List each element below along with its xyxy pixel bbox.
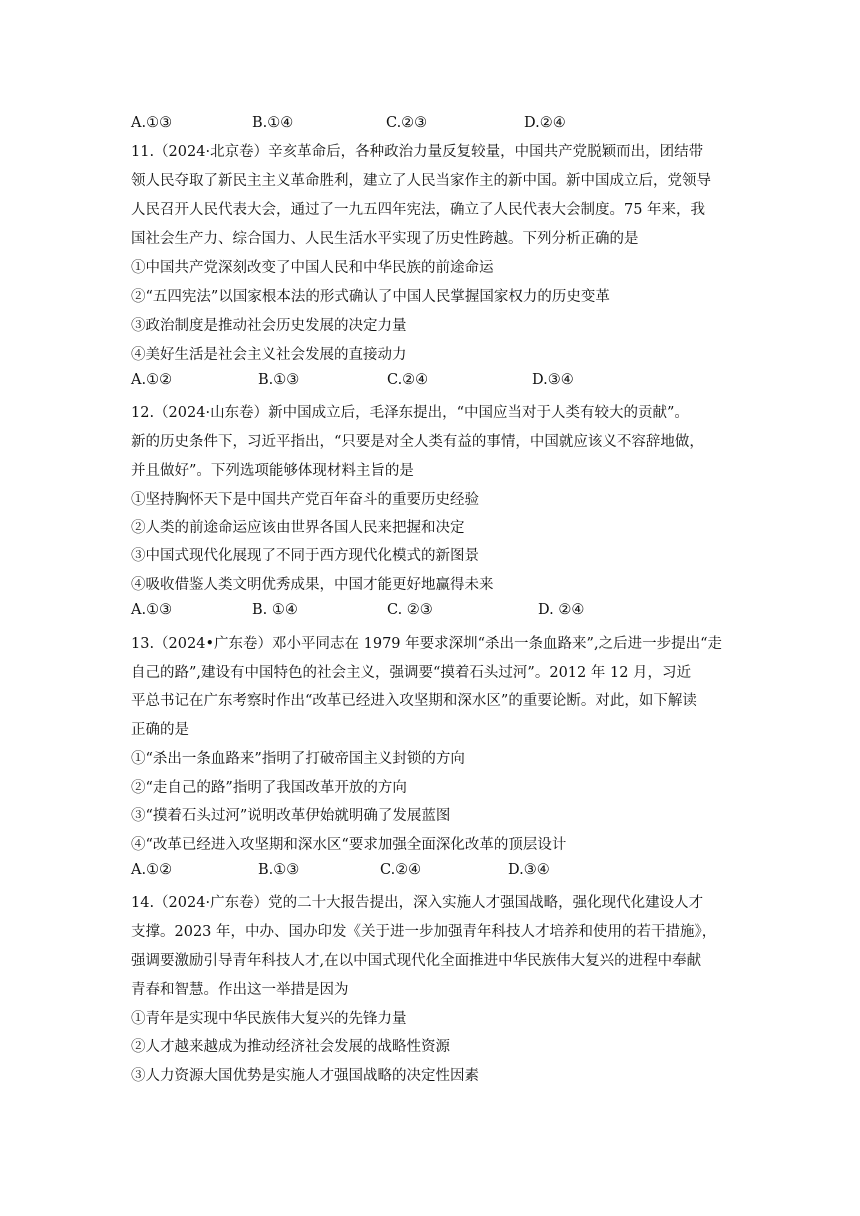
q10-option-a: A.①③ — [131, 115, 173, 131]
q14-statement-1: ①青年是实现中华民族伟大复兴的先锋力量 — [131, 1011, 407, 1027]
q11-option-b: B.①③ — [258, 372, 300, 388]
q11-options — [131, 370, 731, 390]
q12-option-d: D. ②④ — [538, 602, 585, 618]
q11-stem-line: 国社会生产力、综合国力、人民生活水平实现了历史性跨越。下列分析正确的是 — [131, 231, 639, 247]
q10-option-b: B.①④ — [252, 115, 294, 131]
q14-statement-2: ②人才越来越成为推动经济社会发展的战略性资源 — [131, 1039, 450, 1055]
q13-stem-line: 自己的路”,建设有中国特色的社会主义，强调要“摸着石头过河”。2012 年 12 月，习近 — [131, 665, 692, 681]
q12-statement-3: ③中国式现代化展现了不同于西方现代化模式的新图景 — [131, 548, 479, 564]
q14-statement-3: ③人力资源大国优势是实施人才强国战略的决定性因素 — [131, 1068, 479, 1084]
q13-stem-line: 13.（2024•广东卷）邓小平同志在 1979 年要求深圳“杀出一条血路来”,之后进一步提出“走 — [131, 636, 722, 652]
q13-option-c: C.②④ — [380, 862, 422, 878]
q14-stem-line: 14.（2024·广东卷）党的二十大报告提出，深入实施人才强国战略，强化现代化建设人才 — [131, 895, 704, 911]
q12-statement-2: ②人类的前途命运应该由世界各国人民来把握和决定 — [131, 520, 465, 536]
q11-statement-1: ①中国共产党深刻改变了中国人民和中华民族的前途命运 — [131, 260, 494, 276]
q13-statement-3: ③“摸着石头过河”说明改革伊始就明确了发展蓝图 — [131, 808, 451, 824]
q12-options — [131, 600, 731, 620]
q13-statement-1: ①“杀出一条血路来”指明了打破帝国主义封锁的方向 — [131, 751, 465, 767]
q12-option-b: B. ①④ — [252, 602, 298, 618]
q12-stem-line: 并且做好”。下列选项能够体现材料主旨的是 — [131, 463, 414, 479]
q13-option-d: D.③④ — [508, 862, 550, 878]
q13-option-b: B.①③ — [258, 862, 300, 878]
q12-option-a: A.①③ — [131, 602, 173, 618]
q12-statement-4: ④吸收借鉴人类文明优秀成果，中国才能更好地赢得未来 — [131, 577, 494, 593]
q13-stem-line: 正确的是 — [131, 722, 189, 738]
q11-stem-line: 领人民夺取了新民主主义革命胜利，建立了人民当家作主的新中国。新中国成立后，党领导 — [131, 173, 711, 189]
q14-stem-line: 强调要激励引导青年科技人才,在以中国式现代化全面推进中华民族伟大复兴的进程中奉献 — [131, 953, 702, 969]
q13-stem-line: 平总书记在广东考察时作出“改革已经进入攻坚期和深水区”的重要论断。对此，如下解读 — [131, 693, 697, 709]
q11-option-c: C.②④ — [387, 372, 429, 388]
q13-option-a: A.①② — [131, 862, 173, 878]
q11-stem-line: 11.（2024·北京卷）辛亥革命后，各种政治力量反复较量，中国共产党脱颖而出，团结带 — [131, 144, 704, 160]
q14-stem-line: 支撑。2023 年，中办、国办印发《关于进一步加强青年科技人才培养和使用的若干措施》， — [131, 924, 717, 940]
q10-option-c: C.②③ — [386, 115, 428, 131]
q12-statement-1: ①坚持胸怀天下是中国共产党百年奋斗的重要历史经验 — [131, 492, 479, 508]
q11-statement-4: ④美好生活是社会主义社会发展的直接动力 — [131, 347, 407, 363]
q11-statement-3: ③政治制度是推动社会历史发展的决定力量 — [131, 318, 407, 334]
q13-options — [131, 860, 731, 880]
q13-statement-2: ②“走自己的路”指明了我国改革开放的方向 — [131, 780, 407, 796]
q14-stem-line: 青春和智慧。作出这一举措是因为 — [131, 982, 349, 998]
q12-stem-line: 新的历史条件下，习近平指出，“只要是对全人类有益的事情，中国就应该义不容辞地做， — [131, 434, 704, 450]
q13-statement-4: ④“改革已经进入攻坚期和深水区“要求加强全面深化改革的顶层设计 — [131, 837, 567, 853]
q11-option-a: A.①② — [131, 372, 173, 388]
q10-option-d: D.②④ — [524, 115, 566, 131]
q11-option-d: D.③④ — [532, 372, 574, 388]
q12-option-c: C. ②③ — [387, 602, 433, 618]
q11-stem-line: 人民召开人民代表大会，通过了一九五四年宪法，确立了人民代表大会制度。75 年来，我 — [131, 202, 706, 218]
q10-options — [131, 113, 731, 133]
q11-statement-2: ②“五四宪法”以国家根本法的形式确认了中国人民掌握国家权力的历史变革 — [131, 289, 610, 305]
q12-stem-line: 12.（2024·山东卷）新中国成立后，毛泽东提出，“中国应当对于人类有较大的贡献”。 — [131, 405, 689, 421]
